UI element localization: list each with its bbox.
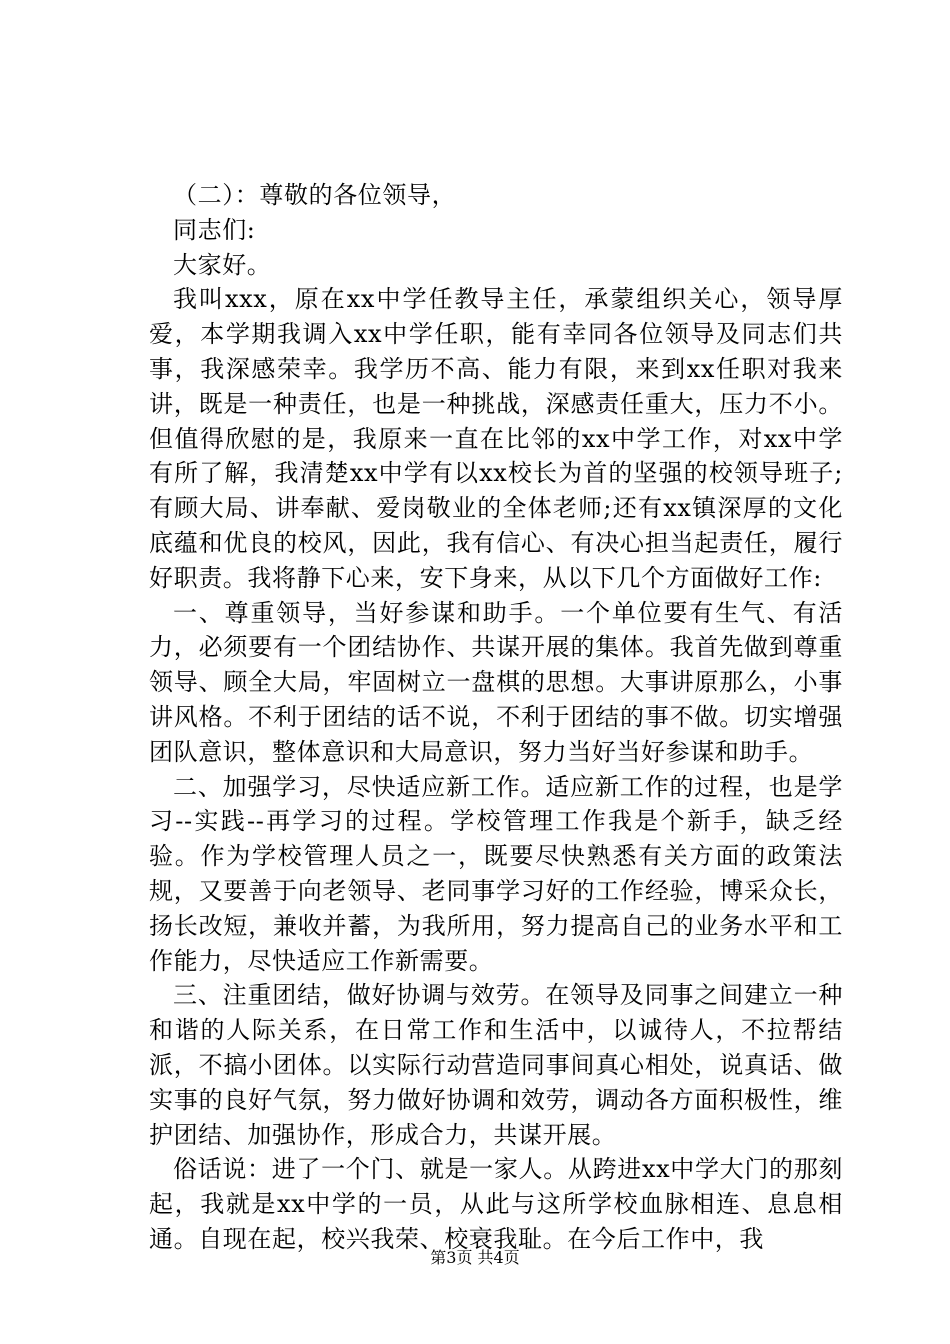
paragraph-greeting: 大家好。 [173, 250, 272, 279]
paragraph-point-one: 一、尊重领导，当好参谋和助手。一个单位要有生气、有活力，必须要有一个团结协作、共谋开展的集体。我首先做到尊重领导、顾全大局，牢固树立一盘棋的思想。大事讲原那么，小事讲风格。不利于团结的话不说，不利于团结的事不做。切实增强团队意识，整体意识和大局意识，努力当好当好参谋和助手。 [149, 598, 843, 766]
paragraph-heading: （二）：尊敬的各位领导， [173, 181, 457, 209]
page-number-footer: 第3页 共4页 [430, 1248, 520, 1267]
paragraph-conclusion: 俗话说：进了一个门、就是一家人。从跨进xx中学大门的那刻起，我就是xx中学的一员，从此与这所学校血脉相连、息息相通。自现在起，校兴我荣、校衰我耻。在今后工作中，我 [149, 1155, 843, 1253]
paragraph-introduction: 我叫xxx，原在xx中学任教导主任，承蒙组织关心，领导厚爱，本学期我调入xx中学任职，能有幸同各位领导及同志们共事，我深感荣幸。我学历不高、能力有限，来到xx任职对我来讲，既是一种责任，也是一种挑战，深感责任重大，压力不小。但值得欣慰的是，我原来一直在比邻的xx中学工作，对xx中学有所了解，我清楚xx中学有以xx校长为首的坚强的校领导班子;有顾大局、讲奉献、爱岗敬业的全体老师;还有xx镇深厚的文化底蕴和优良的校风，因此，我有信心、有决心担当起责任，履行好职责。我将静下心来，安下身来，从以下几个方面做好工作: [149, 285, 843, 592]
paragraph-salutation: 同志们: [173, 215, 256, 244]
paragraph-point-two: 二、加强学习，尽快适应新工作。适应新工作的过程，也是学习--实践--再学习的过程。学校管理工作我是个新手，缺乏经验。作为学校管理人员之一，既要尽快熟悉有关方面的政策法规，又要善于向老领导、老同事学习好的工作经验，博采众长，扬长改短，兼收并蓄，为我所用，努力提高自己的业务水平和工作能力，尽快适应工作新需要。 [149, 772, 843, 975]
body-text [149, 178, 843, 1257]
paragraph-point-three: 三、注重团结，做好协调与效劳。在领导及同事之间建立一种和谐的人际关系，在日常工作和生活中，以诚待人，不拉帮结派，不搞小团体。以实际行动营造同事间真心相处，说真话、做实事的良好气氛，努力做好协调和效劳，调动各方面积极性，维护团结、加强协作，形成合力，共谋开展。 [149, 981, 843, 1149]
